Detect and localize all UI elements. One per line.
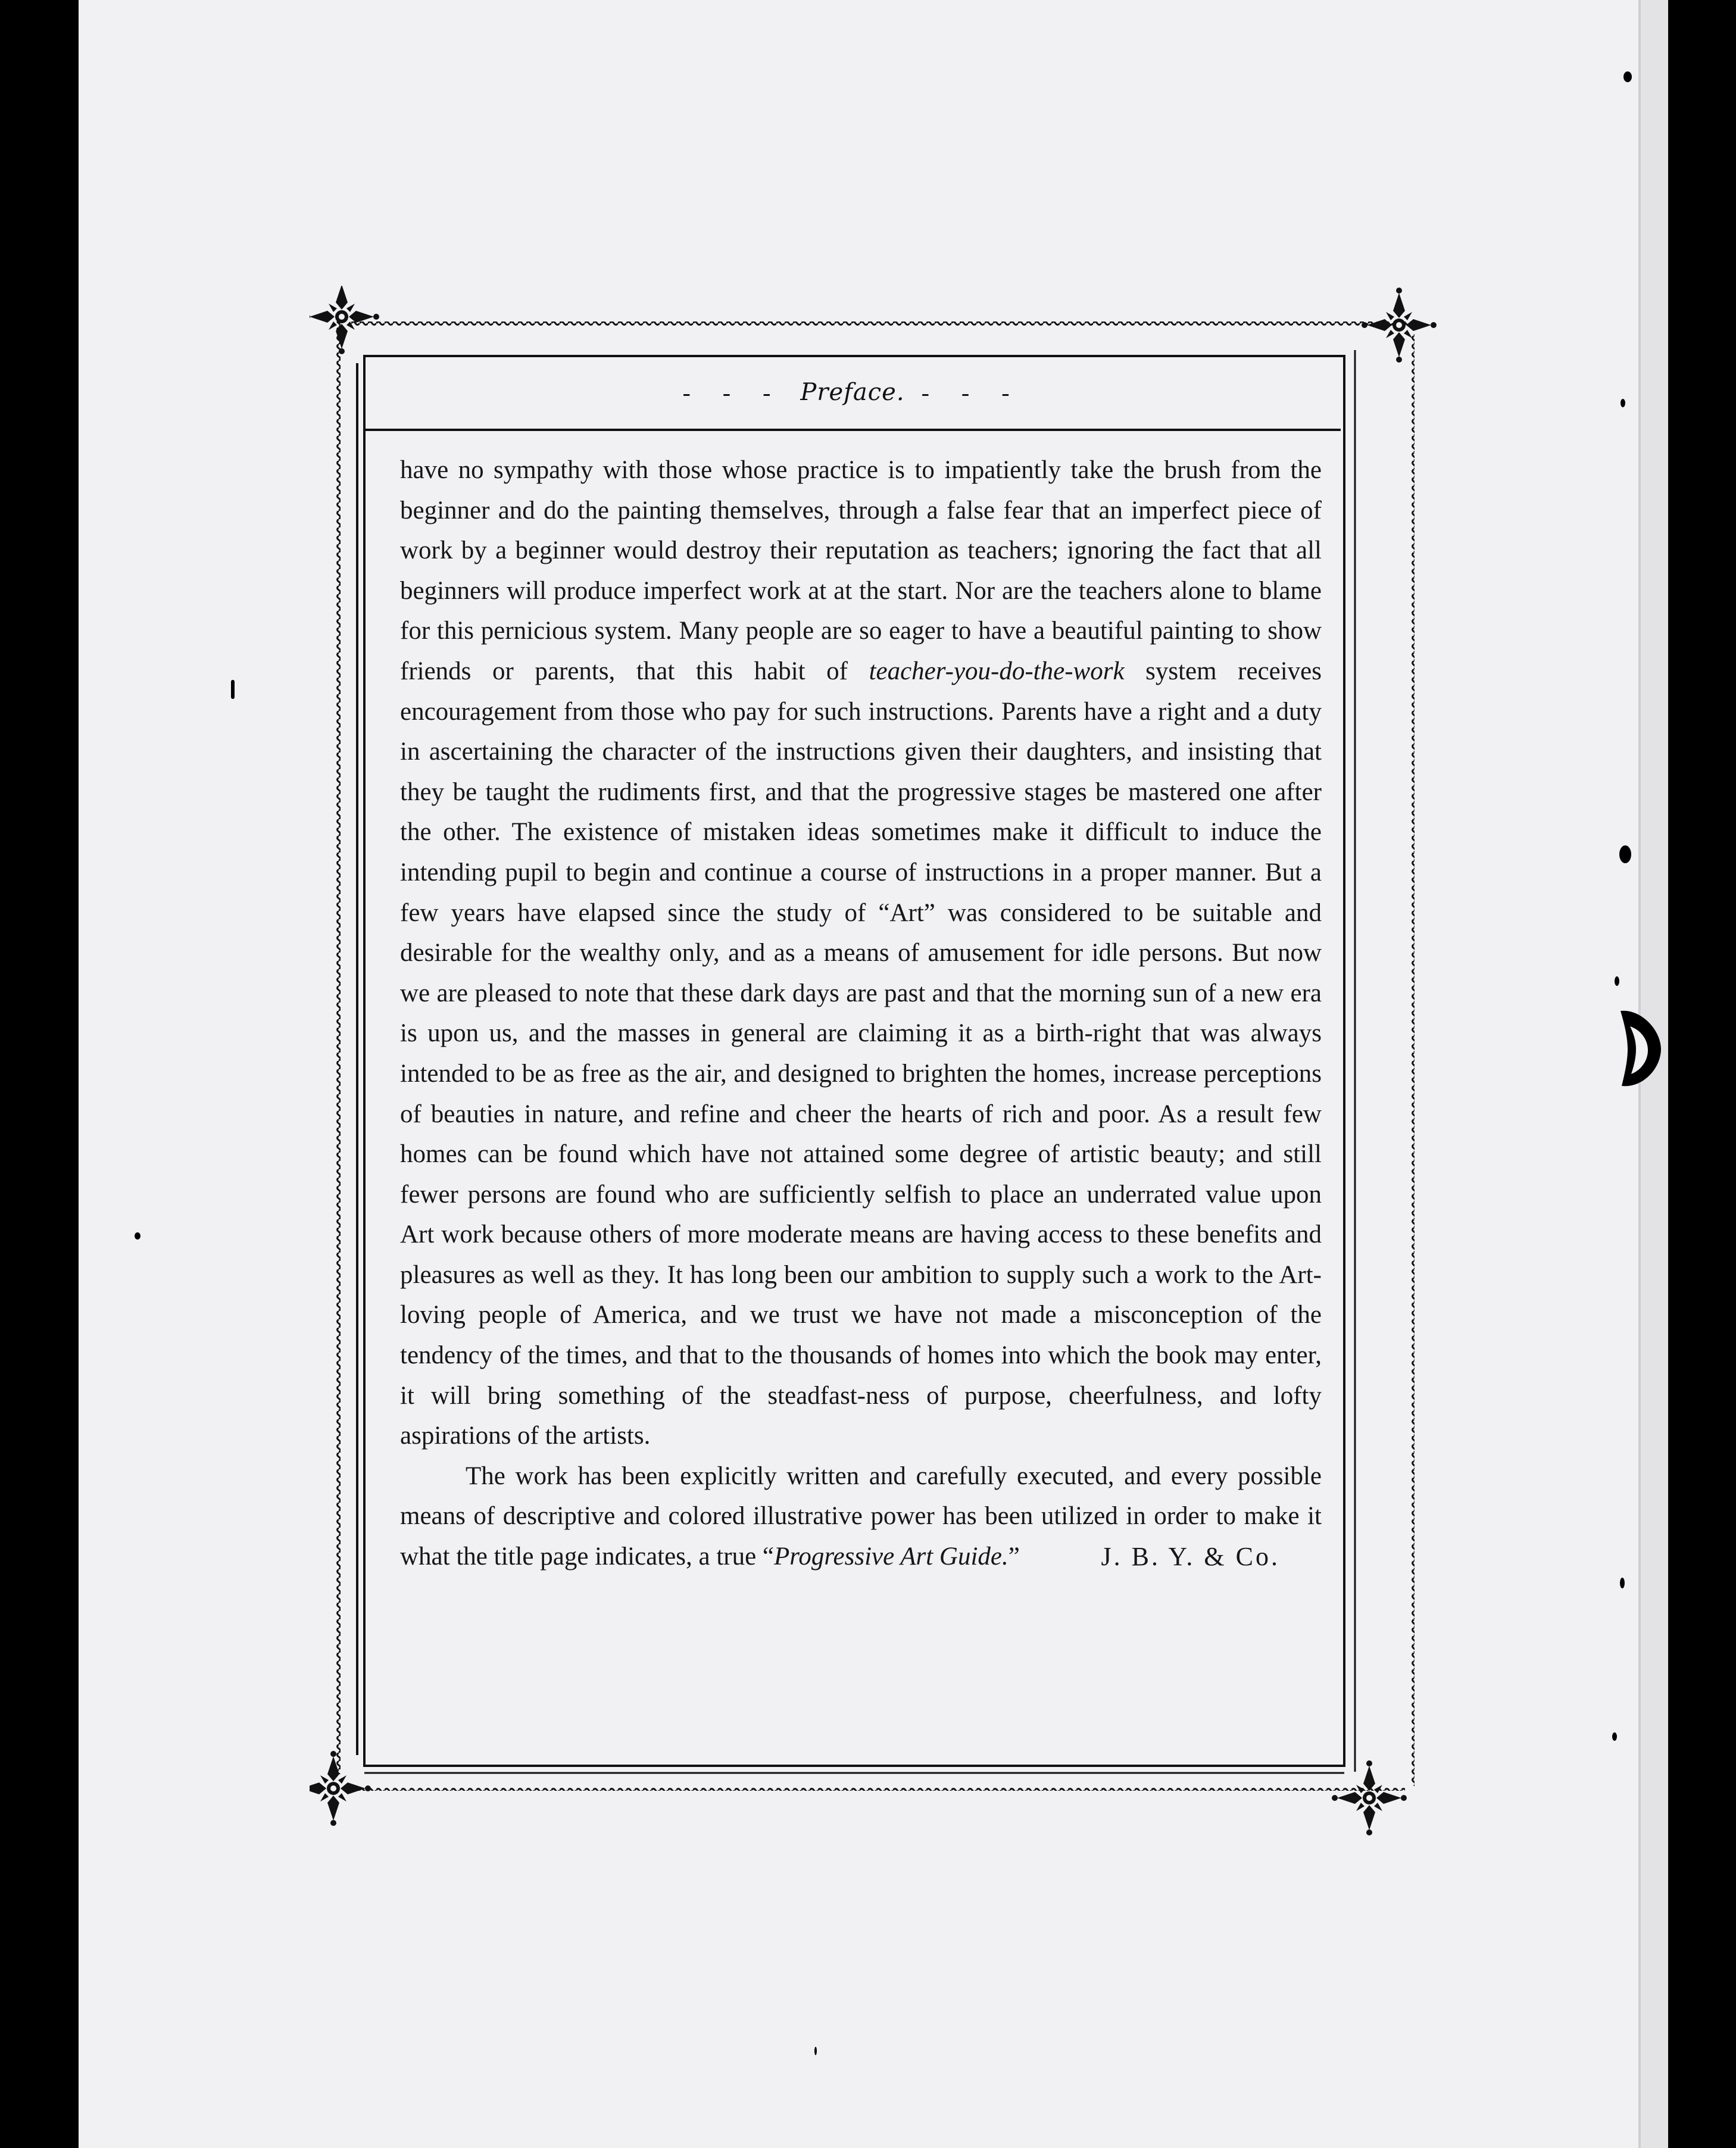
preface-panel xyxy=(364,356,1341,1761)
ink-blot xyxy=(1617,1006,1665,1089)
publisher-signature: J. B. Y. & Co. xyxy=(1101,1542,1280,1572)
paragraph-text: The work has been explicitly written and carefully executed, and every possible means of descriptive and colored illustrative power has been utilized in order to make it what the title page indicates, a true “ xyxy=(400,1462,1322,1571)
preface-heading-row xyxy=(364,356,1341,431)
paragraph-text: have no sympathy with those whose practice is to impatiently take the brush from the beginner and do the painting themselves, through a false fear that an imperfect piece of work by a beginner would destroy their reputation as teachers; ignoring the fact that all beginners will produce imperfect work at at the start. Nor are the teachers alone to blame for this pernicious system. Many people are so eager to have a beautiful painting to show friends or parents, that this habit of xyxy=(400,456,1322,685)
paragraph-text: system receives encouragement from those who pay for such instructions. Parents have a right and a duty in ascertaining the character of the instructions given their daughters, and insisting that they be taught the rudiments first, and that the progressive stages be mastered one after the other. The existence of mistaken ideas sometimes make it difficult to induce the intending pupil to begin and continue a course of instructions in a proper manner. But a few years have elapsed since the study of “Art” was considered to be suitable and desirable for the wealthy only, and as a means of amusement for idle persons. But now we are pleased to note that these dark days are past and that the morning sun of a new era is upon us, and the masses in general are claiming it as a birth-right that was always intended to be as free as the air, and designed to brighten the homes, increase perceptions of beauties in nature, and refine and cheer the hearts of rich and poor. As a result few homes can be found which have not attained some degree of artistic beauty; and still fewer persons are found who are sufficiently selfish to place an underrated value upon Art work because others of more moderate means are having access to these benefits and pleasures as well as they. It has long been our ambition to supply such a work to the Art-loving people of America, and we trust we have not made a misconception of the tendency of the times, and that to the thousands of homes into which the book may enter, it will bring something of the steadfast-ness of purpose, cheerfulness, and lofty aspirations of the artists. xyxy=(400,657,1322,1450)
preface-paragraph xyxy=(400,1456,1322,1577)
heading-dashes-left: - - - xyxy=(682,379,784,406)
italic-title: Progressive Art Guide. xyxy=(774,1543,1008,1571)
heading-dashes-right: - - - xyxy=(921,379,1023,406)
corner-ornament-icon xyxy=(310,286,379,354)
italic-phrase: teacher-you-do-the-work xyxy=(869,657,1125,685)
corner-ornament-icon xyxy=(1362,288,1437,363)
preface-paragraph xyxy=(400,450,1322,1456)
scan-margin-dark xyxy=(1668,0,1736,2148)
preface-body xyxy=(400,450,1322,1577)
corner-ornament-icon xyxy=(1332,1760,1407,1835)
paragraph-text: ” xyxy=(1008,1543,1020,1571)
preface-heading: Preface. xyxy=(800,379,905,406)
